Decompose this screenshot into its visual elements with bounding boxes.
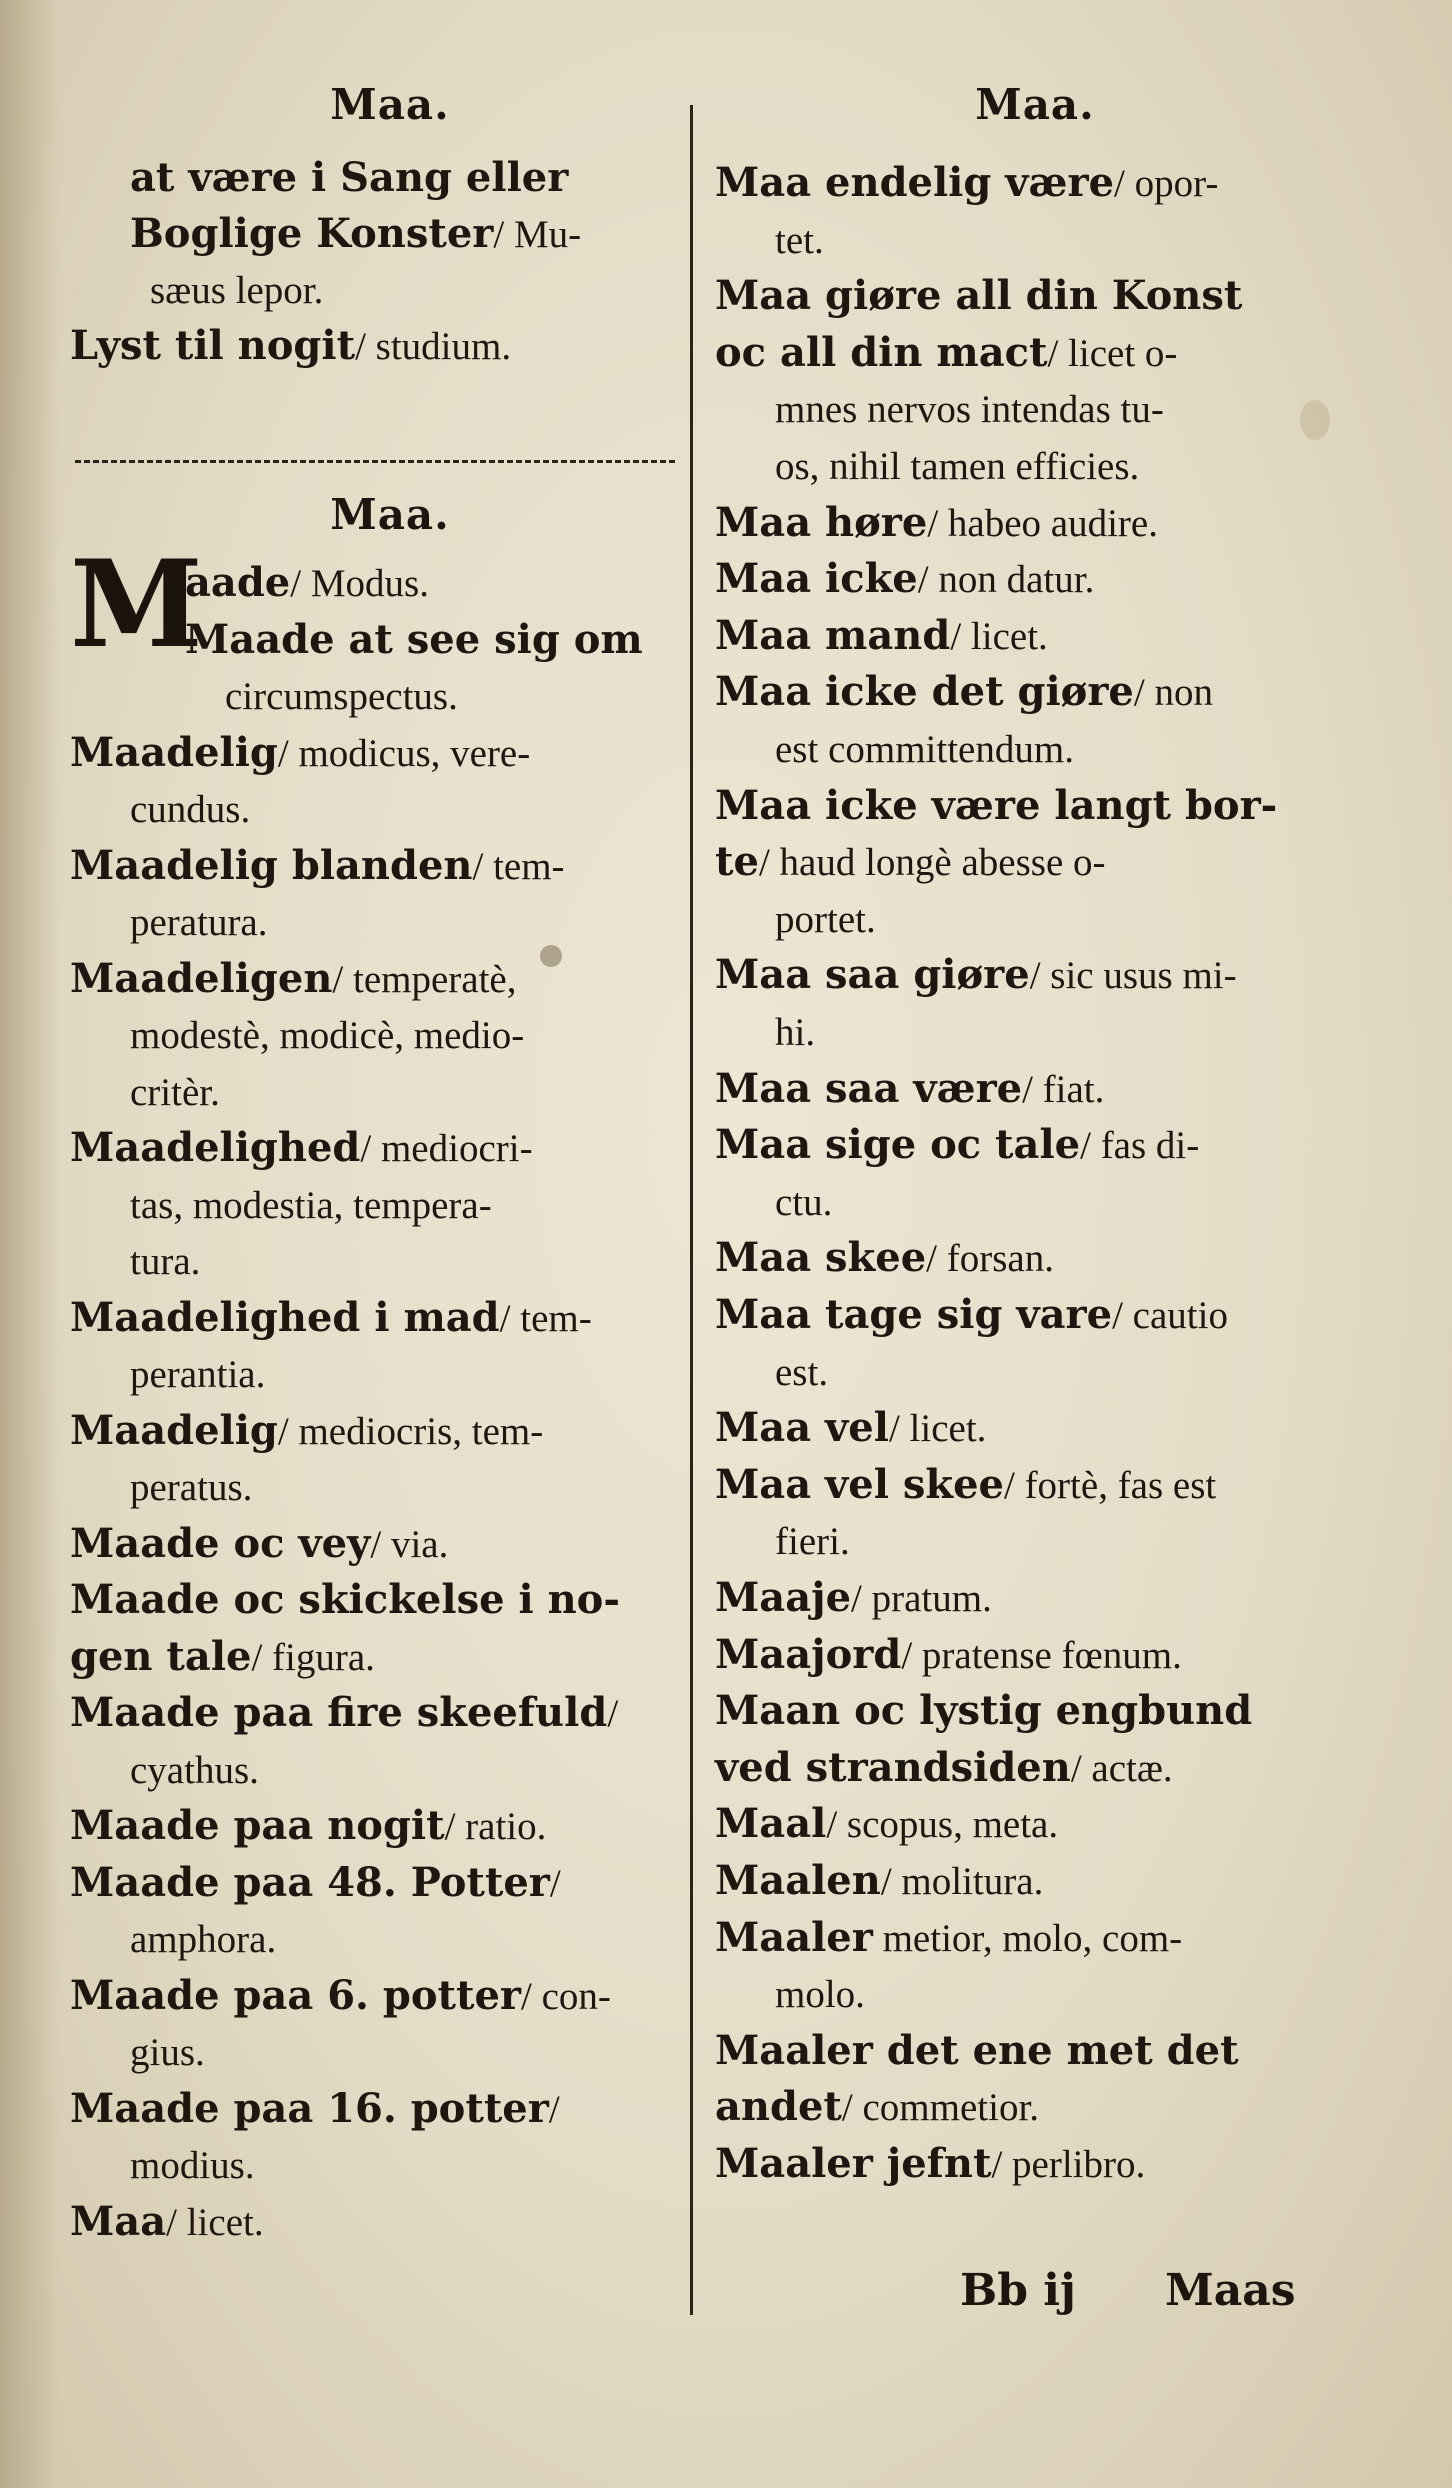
dictionary-line xyxy=(775,896,876,943)
dictionary-line xyxy=(715,330,1177,377)
dictionary-line xyxy=(70,843,565,890)
dictionary-line xyxy=(715,1688,1252,1734)
latin-gloss: / non datur. xyxy=(917,558,1095,602)
latin-gloss: tet. xyxy=(775,218,824,262)
dictionary-line xyxy=(715,1745,1173,1792)
latin-gloss: / fiat. xyxy=(1022,1067,1105,1111)
latin-gloss: tura. xyxy=(130,1240,201,1283)
headword: Maa giøre all din Konst xyxy=(715,272,1243,320)
right-column xyxy=(715,0,1355,2400)
dictionary-line xyxy=(775,217,824,264)
dictionary-line xyxy=(130,1012,524,1059)
headword: Maade paa 48. Potter xyxy=(70,1858,550,1906)
signature-mark: Bb ij xyxy=(960,2265,1076,2316)
running-head-left: Maa. xyxy=(330,80,450,129)
latin-gloss: / perlibro. xyxy=(991,2143,1146,2186)
dictionary-line xyxy=(70,2086,560,2133)
dictionary-line xyxy=(715,839,1106,886)
section-rule xyxy=(75,460,675,463)
latin-gloss: / via. xyxy=(370,1522,449,1566)
dictionary-line xyxy=(185,560,429,607)
dictionary-line xyxy=(775,1349,828,1396)
latin-gloss: metior, molo, com- xyxy=(872,1916,1183,1960)
headword: Maa vel skee xyxy=(715,1460,1004,1508)
headword: Maa icke xyxy=(715,555,918,603)
headword: Maaje xyxy=(715,1574,852,1621)
dictionary-line xyxy=(70,1973,611,2020)
dictionary-line xyxy=(715,273,1242,319)
dictionary-line xyxy=(70,1690,618,1737)
dictionary-line xyxy=(70,1860,561,1907)
headword: Maadelig xyxy=(70,1406,278,1454)
dictionary-line xyxy=(715,1632,1182,1679)
page-gutter-shadow xyxy=(0,0,60,2488)
latin-gloss: / ratio. xyxy=(444,1805,547,1848)
latin-gloss: / opor- xyxy=(1114,162,1219,205)
headword: Maaler jefnt xyxy=(715,2140,992,2187)
left-column xyxy=(70,0,710,2400)
latin-gloss: / pratum. xyxy=(851,1577,992,1620)
headword: gen tale xyxy=(70,1632,252,1680)
dictionary-line xyxy=(70,1577,620,1623)
headword: Maade paa 16. potter xyxy=(70,2084,549,2132)
dictionary-line xyxy=(715,1405,986,1452)
latin-gloss: molo. xyxy=(775,1973,865,2017)
dictionary-line xyxy=(715,1915,1182,1962)
latin-gloss: sæus lepor. xyxy=(150,269,324,312)
headword: Lyst til nogit xyxy=(70,322,356,369)
latin-gloss: amphora. xyxy=(130,1918,277,1961)
headword: Maadelighed xyxy=(70,1124,361,1171)
dictionary-line xyxy=(130,899,268,946)
dictionary-line xyxy=(130,211,581,258)
running-head-right: Maa. xyxy=(975,80,1095,129)
latin-gloss: / fas di- xyxy=(1080,1124,1200,1168)
dictionary-line xyxy=(715,1122,1199,1169)
dictionary-line xyxy=(775,1179,832,1226)
latin-gloss: est committendum. xyxy=(775,728,1074,771)
headword: Maadelighed i mad xyxy=(70,1293,500,1341)
latin-gloss: / Mu- xyxy=(493,213,582,256)
latin-gloss: / con- xyxy=(521,1974,611,2018)
dictionary-line xyxy=(185,617,643,663)
dictionary-line xyxy=(130,1238,200,1285)
dictionary-line xyxy=(130,2029,205,2076)
latin-gloss: / tem- xyxy=(499,1296,592,1340)
headword: Maa saa være xyxy=(715,1064,1023,1112)
latin-gloss: cundus. xyxy=(130,788,251,831)
dictionary-line xyxy=(70,1125,533,1172)
headword: Maa tage sig vare xyxy=(715,1291,1113,1338)
dictionary-line xyxy=(130,1916,276,1963)
headword: Maa saa giøre xyxy=(715,951,1030,999)
headword: Maal xyxy=(715,1800,827,1848)
latin-gloss: est. xyxy=(775,1350,829,1394)
headword: Maadeligen xyxy=(70,954,333,1002)
headword: Maa skee xyxy=(715,1234,927,1282)
latin-gloss: / xyxy=(607,1692,619,1735)
dictionary-line xyxy=(715,556,1094,603)
dictionary-line xyxy=(715,1066,1104,1113)
dictionary-line xyxy=(70,1295,592,1342)
dictionary-line xyxy=(775,1971,865,2018)
dictionary-line xyxy=(715,1801,1058,1848)
latin-gloss: os, nihil tamen efficies. xyxy=(775,445,1140,488)
dictionary-line xyxy=(775,1009,815,1056)
latin-gloss: / cautio xyxy=(1112,1294,1228,1337)
dictionary-line xyxy=(130,155,568,201)
dictionary-line xyxy=(715,2084,1039,2131)
latin-gloss: / licet. xyxy=(950,614,1048,658)
dictionary-line xyxy=(225,673,458,720)
headword: Maade paa 6. potter xyxy=(70,1971,521,2019)
dictionary-line xyxy=(715,500,1158,547)
headword: Maa icke det giøre xyxy=(715,668,1134,716)
dictionary-line xyxy=(715,1292,1228,1339)
dictionary-line xyxy=(70,1634,375,1681)
dictionary-line xyxy=(130,2142,255,2189)
latin-gloss: / xyxy=(548,2087,560,2131)
latin-gloss: / haud longè abesse o- xyxy=(758,841,1106,885)
headword: Maade oc skickelse i no- xyxy=(70,1576,620,1623)
latin-gloss: tas, modestia, tempera- xyxy=(130,1183,492,1227)
dictionary-line xyxy=(130,1351,265,1398)
latin-gloss: mnes nervos intendas tu- xyxy=(775,388,1164,432)
dictionary-line xyxy=(130,1069,220,1116)
headword: Maa icke være langt bor- xyxy=(715,781,1278,829)
latin-gloss: cyathus. xyxy=(130,1748,259,1792)
headword: Maa xyxy=(70,2197,167,2245)
headword: Maaler xyxy=(715,1913,873,1961)
dictionary-line xyxy=(130,786,250,833)
dictionary-line xyxy=(775,443,1139,490)
headword: Maa endelig være xyxy=(715,159,1115,206)
headword: aade xyxy=(185,559,291,606)
latin-gloss: / sic usus mi- xyxy=(1029,954,1237,998)
latin-gloss: / licet o- xyxy=(1047,331,1178,375)
latin-gloss: / temperatè, xyxy=(332,957,517,1001)
headword: Maade paa fire skeefuld xyxy=(70,1689,608,1736)
latin-gloss: perantia. xyxy=(130,1353,266,1396)
latin-gloss: / mediocri- xyxy=(360,1127,533,1170)
catchword: Maas xyxy=(1165,2265,1296,2316)
headword: ved strandsiden xyxy=(715,1743,1071,1791)
dictionary-line xyxy=(715,1575,992,1622)
headword: Maade paa nogit xyxy=(70,1802,445,1849)
headword: at være i Sang eller xyxy=(130,154,569,201)
headword: Maan oc lystig engbund xyxy=(715,1687,1253,1735)
dictionary-line xyxy=(715,2028,1239,2074)
latin-gloss: / modicus, vere- xyxy=(277,731,531,775)
dictionary-line xyxy=(70,730,530,777)
dictionary-line xyxy=(70,956,517,1003)
dictionary-line xyxy=(715,669,1213,716)
dictionary-line xyxy=(715,1235,1054,1282)
latin-gloss: / figura. xyxy=(251,1635,375,1679)
latin-gloss: / studium. xyxy=(355,325,512,368)
latin-gloss: modius. xyxy=(130,2144,255,2187)
latin-gloss: / actæ. xyxy=(1070,1746,1173,1790)
dictionary-line xyxy=(70,1803,546,1850)
dictionary-line xyxy=(715,783,1277,829)
latin-gloss: / Modus. xyxy=(290,562,429,605)
latin-gloss: / pratense fœnum. xyxy=(901,1633,1182,1677)
latin-gloss: / xyxy=(549,1861,561,1905)
latin-gloss: / fortè, fas est xyxy=(1003,1463,1217,1507)
headword: Maade oc vey xyxy=(70,1519,371,1567)
headword: Maadelig blanden xyxy=(70,841,473,889)
latin-gloss: circumspectus. xyxy=(225,675,458,718)
dictionary-line xyxy=(130,1464,252,1511)
column-divider xyxy=(690,105,693,2315)
latin-gloss: / habeo audire. xyxy=(927,501,1158,545)
latin-gloss: / molitura. xyxy=(880,1860,1044,1903)
headword: Maade at see sig om xyxy=(185,615,643,663)
dictionary-line xyxy=(715,613,1048,660)
latin-gloss: peratura. xyxy=(130,901,268,944)
latin-gloss: fieri. xyxy=(775,1520,850,1564)
latin-gloss: / non xyxy=(1133,671,1213,715)
headword: Maalen xyxy=(715,1857,881,1904)
dictionary-line xyxy=(130,1747,259,1794)
headword: te xyxy=(715,838,759,886)
headword: andet xyxy=(715,2083,842,2131)
latin-gloss: critèr. xyxy=(130,1070,220,1114)
latin-gloss: gius. xyxy=(130,2031,205,2074)
dictionary-line xyxy=(715,2141,1145,2188)
latin-gloss: / licet. xyxy=(166,2200,264,2244)
dictionary-line xyxy=(150,267,323,314)
latin-gloss: / forsan. xyxy=(926,1237,1054,1281)
headword: Maa høre xyxy=(715,498,928,546)
dictionary-line xyxy=(775,386,1164,433)
dictionary-line xyxy=(715,1462,1216,1509)
section-heading-left: Maa. xyxy=(330,490,450,539)
dictionary-line xyxy=(715,952,1237,999)
dictionary-line xyxy=(775,1518,850,1565)
headword: Maa vel xyxy=(715,1404,889,1452)
latin-gloss: ctu. xyxy=(775,1180,833,1224)
latin-gloss: portet. xyxy=(775,897,876,941)
latin-gloss: / tem- xyxy=(472,844,565,888)
dictionary-line xyxy=(715,160,1218,207)
headword: Maa sige oc tale xyxy=(715,1121,1081,1169)
dictionary-line xyxy=(715,1858,1043,1905)
headword: Boglige Konster xyxy=(130,210,494,257)
dictionary-line xyxy=(70,323,511,370)
latin-gloss: modestè, modicè, medio- xyxy=(130,1014,525,1057)
dictionary-line xyxy=(70,2199,264,2246)
latin-gloss: hi. xyxy=(775,1011,816,1054)
drop-capital: M xyxy=(70,534,203,675)
headword: Maadelig xyxy=(70,728,278,776)
headword: Maaler det ene met det xyxy=(715,2026,1239,2074)
dictionary-line xyxy=(130,1182,492,1229)
headword: Maa mand xyxy=(715,611,951,659)
latin-gloss: / mediocris, tem- xyxy=(277,1409,544,1453)
headword: Maajord xyxy=(715,1630,902,1678)
latin-gloss: peratus. xyxy=(130,1466,253,1509)
latin-gloss: / licet. xyxy=(888,1407,987,1451)
dictionary-line xyxy=(70,1521,448,1568)
latin-gloss: / commetior. xyxy=(841,2086,1040,2130)
headword: oc all din mact xyxy=(715,328,1048,376)
dictionary-line xyxy=(775,726,1074,773)
dictionary-line xyxy=(70,1408,543,1455)
latin-gloss: / scopus, meta. xyxy=(826,1803,1059,1847)
